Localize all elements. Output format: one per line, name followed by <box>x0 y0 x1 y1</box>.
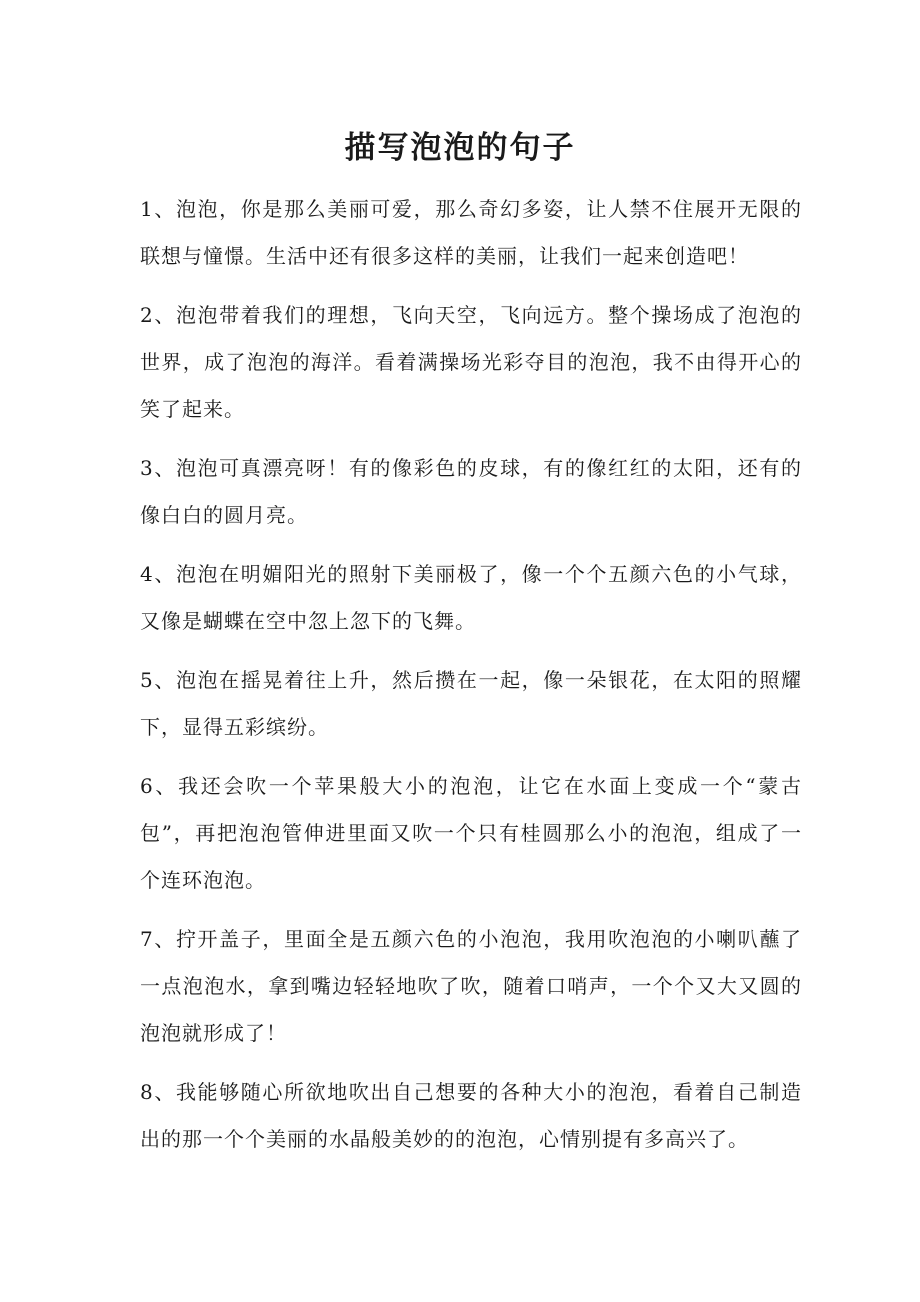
sentence-item-2: 2、泡泡带着我们的理想，飞向天空，飞向远方。整个操场成了泡泡的世界，成了泡泡的海洋。看着满操场光彩夺目的泡泡，我不由得开心的笑了起来。 <box>140 303 802 421</box>
sentence-item-7: 7、拧开盖子，里面全是五颜六色的小泡泡，我用吹泡泡的小喇叭蘸了一点泡泡水，拿到嘴边轻轻地吹了吹，随着口哨声，一个个又大又圆的泡泡就形成了！ <box>140 927 802 1045</box>
sentence-list <box>140 186 802 1175</box>
sentence-item-5: 5、泡泡在摇晃着往上升，然后攒在一起，像一朵银花，在太阳的照耀下，显得五彩缤纷。 <box>140 668 802 739</box>
sentence-item-3: 3、泡泡可真漂亮呀！有的像彩色的皮球，有的像红红的太阳，还有的像白白的圆月亮。 <box>140 456 802 527</box>
sentence-item-1: 1、泡泡，你是那么美丽可爱，那么奇幻多姿，让人禁不住展开无限的联想与憧憬。生活中还有很多这样的美丽，让我们一起来创造吧！ <box>140 197 802 268</box>
sentence-item-4: 4、泡泡在明媚阳光的照射下美丽极了，像一个个五颜六色的小气球，又像是蝴蝶在空中忽上忽下的飞舞。 <box>140 562 802 633</box>
page-title: 描写泡泡的句子 <box>344 130 576 166</box>
sentence-item-6: 6、我还会吹一个苹果般大小的泡泡，让它在水面上变成一个“蒙古包”，再把泡泡管伸进里面又吹一个只有桂圆那么小的泡泡，组成了一个连环泡泡。 <box>140 774 802 892</box>
sentence-item-8: 8、我能够随心所欲地吹出自己想要的各种大小的泡泡，看着自己制造出的那一个个美丽的水晶般美妙的的泡泡，心情别提有多高兴了。 <box>140 1080 802 1151</box>
